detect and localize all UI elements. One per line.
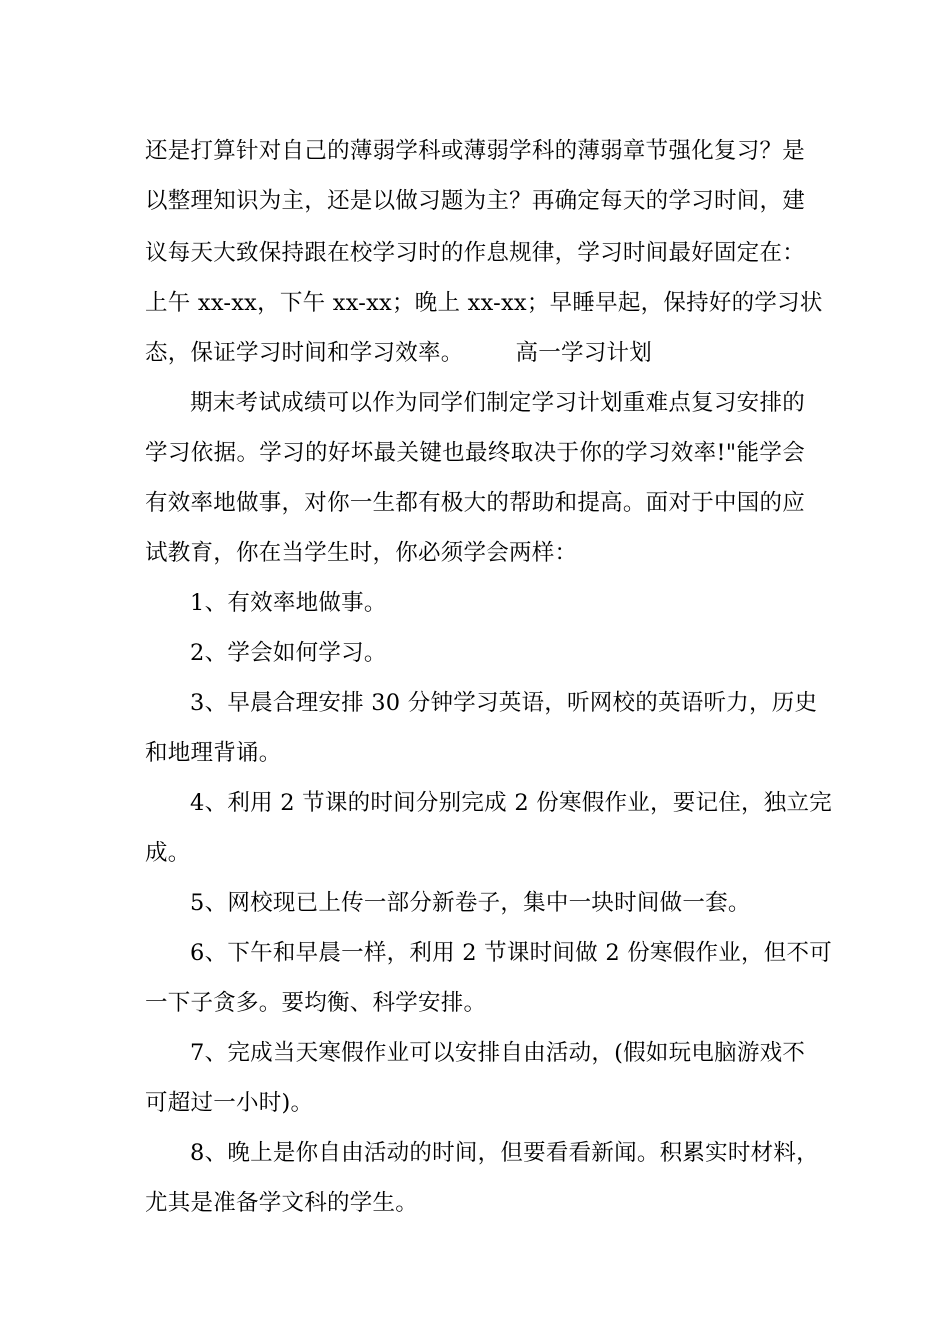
- text-line: [145, 342, 652, 365]
- list-item: 8、晚上是你自由活动的时间，但要看看新闻。积累实时材料，: [190, 1140, 819, 1166]
- list-item: 4、利用 2 节课的时间分别完成 2 份寒假作业，要记住，独立完: [190, 790, 833, 816]
- list-item: 1、有效率地做事。: [190, 590, 387, 616]
- paragraph-end-text: 态，保证学习时间和学习效率。: [145, 340, 464, 366]
- text-line: 成。: [145, 840, 191, 866]
- text-line: 可超过一小时)。: [145, 1090, 314, 1116]
- text-line: 一下子贪多。要均衡、科学安排。: [145, 990, 487, 1016]
- section-heading: 高一学习计划: [515, 340, 653, 366]
- list-item: 7、完成当天寒假作业可以安排自由活动，(假如玩电脑游戏不: [190, 1040, 806, 1066]
- text-line: 和地理背诵。: [145, 740, 282, 766]
- list-item: 3、早晨合理安排 30 分钟学习英语，听网校的英语听力，历史: [190, 690, 818, 716]
- text-line: 学习依据。学习的好坏最关键也最终取决于你的学习效率!"能学会: [145, 440, 805, 466]
- text-line: 还是打算针对自己的薄弱学科或薄弱学科的薄弱章节强化复习？是: [145, 138, 805, 164]
- list-item: 5、网校现已上传一部分新卷子，集中一块时间做一套。: [190, 890, 751, 916]
- text-line: 上午 xx-xx，下午 xx-xx；晚上 xx-xx；早睡早起，保持好的学习状: [145, 290, 823, 316]
- text-line: 尤其是准备学文科的学生。: [145, 1190, 419, 1216]
- text-line: 期末考试成绩可以作为同学们制定学习计划重难点复习安排的: [190, 390, 805, 416]
- text-line: 有效率地做事，对你一生都有极大的帮助和提高。面对于中国的应: [145, 490, 805, 516]
- text-line: 议每天大致保持跟在校学习时的作息规律，学习时间最好固定在：: [145, 240, 805, 266]
- text-line: 试教育，你在当学生时，你必须学会两样：: [145, 540, 578, 566]
- list-item: 6、下午和早晨一样，利用 2 节课时间做 2 份寒假作业，但不可: [190, 940, 833, 966]
- text-line: 以整理知识为主，还是以做习题为主？再确定每天的学习时间，建: [145, 188, 805, 214]
- list-item: 2、学会如何学习。: [190, 640, 387, 666]
